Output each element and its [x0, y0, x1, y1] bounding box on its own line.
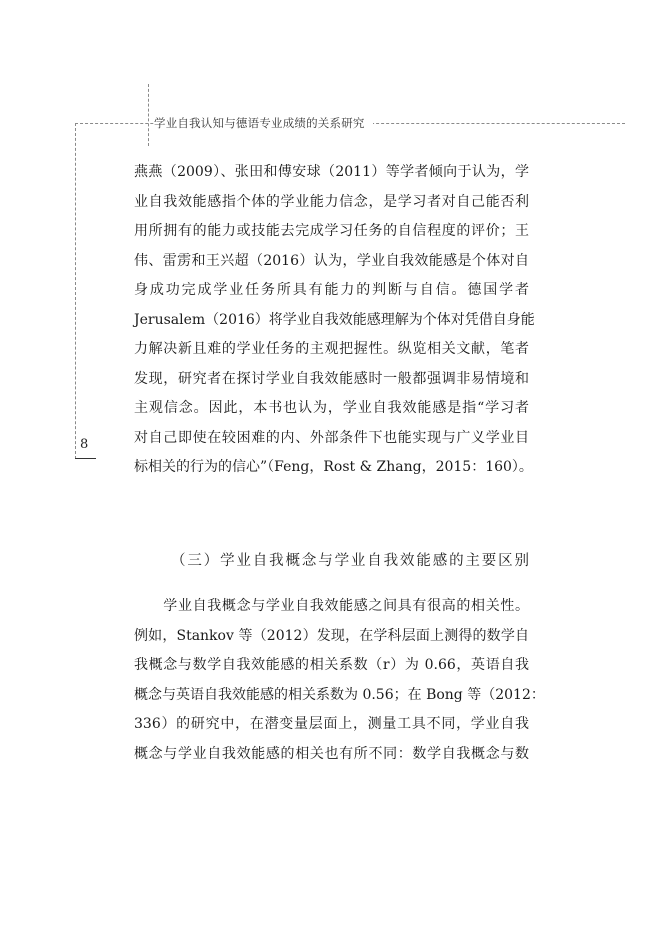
text-line: 力解决新且难的学业任务的主观把握性。纵览相关文献，笔者 [134, 341, 529, 357]
body-paragraph-1 [134, 158, 535, 483]
page-number-underline [75, 458, 96, 459]
margin-dashed-rule [75, 123, 76, 459]
text-line-indented: 学业自我概念与学业自我效能感之间具有很高的相关性。 [134, 598, 529, 614]
body-paragraph-2 [134, 592, 545, 769]
text-line: 身成功完成学业任务所具有能力的判断与自信。德国学者 [134, 282, 529, 298]
text-line: 我概念与数学自我效能感的相关系数（r）为 0.66，英语自我 [134, 657, 529, 673]
text-line: 用所拥有的能力或技能去完成学习任务的自信程度的评价；王 [134, 223, 529, 239]
text-line: 业自我效能感指个体的学业能力信念，是学习者对自己能否利 [134, 193, 529, 210]
text-line: 主观信念。因此，本书也认为，学业自我效能感是指“学习者 [134, 400, 529, 416]
text-line: 概念与英语自我效能感的相关系数为 0.56；在 Bong 等（2012： [134, 686, 545, 703]
text-line: 发现，研究者在探讨学业自我效能感时一般都强调非易情境和 [134, 370, 529, 387]
text-line: 燕燕（2009）、张田和傅安球（2011）等学者倾向于认为，学 [134, 164, 529, 180]
section-heading: （三）学业自我概念与学业自我效能感的主要区别 [171, 553, 529, 569]
text-line: 伟、雷雳和王兴超（2016）认为，学业自我效能感是个体对自 [134, 252, 529, 269]
text-line: 对自己即使在较困难的内、外部条件下也能实现与广义学业目 [134, 429, 529, 446]
text-line: Jerusalem（2016）将学业自我效能感理解为个体对凭借自身能 [134, 311, 535, 328]
text-line-last: 标相关的行为的信心”（Feng，Rost & Zhang，2015：160）。 [134, 459, 533, 475]
running-header-title: 学业自我认知与德语专业成绩的关系研究 [154, 113, 373, 133]
text-line: 例如，Stankov 等（2012）发现，在学科层面上测得的数学自 [134, 627, 529, 644]
page-number: 8 [80, 437, 89, 452]
text-line: 336）的研究中，在潜变量层面上，测量工具不同，学业自我 [134, 716, 529, 732]
text-line: 概念与学业自我效能感的相关也有所不同：数学自我概念与数 [134, 745, 529, 762]
header-dashed-tick [148, 84, 149, 146]
